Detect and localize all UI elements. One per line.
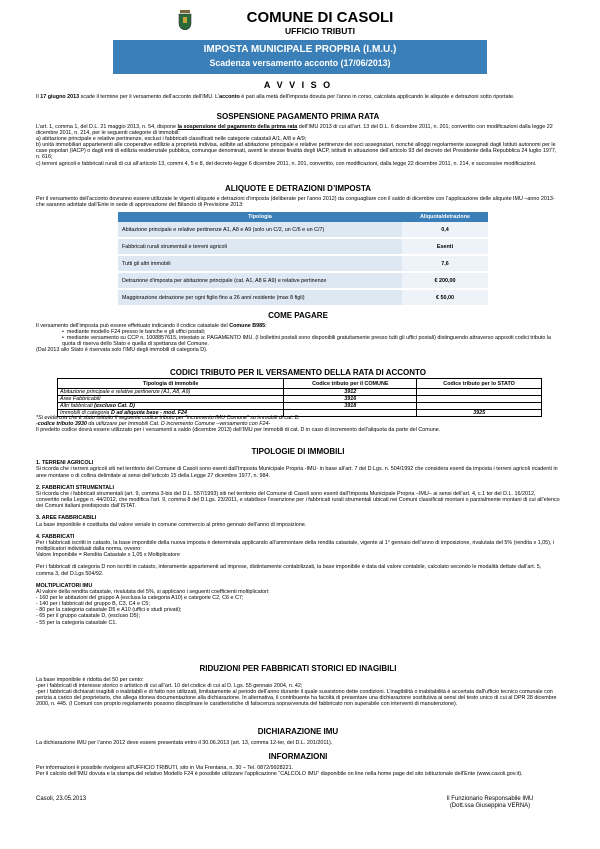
strumentali-text: Si ricorda che i fabbricati strumentali (art. 9, comma 3-bis del D.L. 557/1993) siti nel territorio del Comune di Casoli sono esenti dall’Imposta Municipale Propria –IMU– ai sensi dell’art. 4, c.1 ter del D.L. 16/2012, convertito nella Legge n. 44/2012, che modifica l’art. 9, comma 8 del D.Lgs. 23/2011, e stabilisce l’esenzione per i fabbricati rurali strumentali ubicati nei Comuni classificati montani o parzialmente montani di cui all’elenco dei Comuni italiani predisposto dall’ISTAT. <box>36 491 560 510</box>
moltiplicatore-item: - 140 per i fabbricati del gruppo B, C3, C4 e C5; <box>36 601 150 608</box>
avviso-section <box>36 80 560 100</box>
moltiplicatore-item: - 160 per le abitazioni del gruppo A (esclusa la categoria A10) e categorie C2, C6 e C7; <box>36 595 244 602</box>
table-row: Maggiorazione detrazione per ogni figlio fino a 26 anni residente (max 8 figli) € 50,00 <box>118 289 488 306</box>
valore-formula: Valore Imponibile = Rendita Catastale x 1,05 x Moltiplicatore <box>36 552 180 559</box>
col-aliquota: Aliquota/detrazione <box>402 212 488 222</box>
informazioni-heading: INFORMAZIONI <box>268 752 328 761</box>
moltiplicatore-item: - 80 per la categoria catastale D5 e A10 (uffici e studi privati); <box>36 607 182 614</box>
aliquote-section <box>36 184 560 208</box>
aree-text: La base imponibile è costituita dal valore venale in comune commercio al primo gennaio dell’anno di imposizione. <box>36 521 307 528</box>
table-row: Immobili di categoria D ad aliquota base - mod. F24 3925 <box>58 410 542 417</box>
dichiarazione-section <box>36 727 560 746</box>
pagare-item-ccp: • mediante versamento su CCP n. 1008857615, intestato a: PAGAMENTO IMU. (I bollettini postali sono disponibili gratuitamente presso tutti gli uffici postali) distinguendo attraverso appositi codici tributo la quota di riserva dello Stato e quella di spettanza del Comune. <box>62 335 552 348</box>
codici-note-1: *Si evidenzia che è stato istituito il seguente codice tributo per “incremento IMU Comune” su immobili di cat. D: <box>36 415 300 421</box>
aliquote-table <box>118 212 488 307</box>
fabbricati-text: Per i fabbricati iscritti in catasto, la base imponibile della nuova imposta è determinata applicando all’ammontare della rendita catastale, vigente al 1° gennaio dell’anno di imposizione, rivalutata del 5% (rendita x 1,05), i moltiplicatori individuati dalla norma, ovvero: <box>36 540 555 553</box>
sospensione-section <box>36 112 560 167</box>
aliquote-heading: ALIQUOTE E DETRAZIONI D’IMPOSTA <box>224 184 372 193</box>
storici-item: -per i fabbricati di interesse storico o artistico di cui all’art. 10 del codice di cui al D. Lgs. 55 gennaio 2004, n. 42; <box>36 683 303 690</box>
tipologie-section <box>36 447 560 626</box>
sospensione-item-a: a) abitazione principale e relative pertinenze, esclusi i fabbricati classificati nelle categorie catastali A/1, A/8 e A/9; <box>36 136 307 143</box>
tax-banner <box>113 40 487 74</box>
moltiplicatore-item: - 65 per il gruppo catastale D, (escluso D5); <box>36 613 140 620</box>
storici-section <box>36 664 560 707</box>
inagibili-item: -per i fabbricati dichiarati inagibili o inabitabili e di fatto non utilizzati, limitatamente al periodo dell’anno durante il quale sussistono dette condizioni. L’inagibilità o inabitabilità è accertata dall’ufficio tecnico comunale con perizia a carico del proprietario, che allega idonea documentazione alla dichiarazione. In alternativa, il contribuente ha facoltà di presentare una dichiarazione sostitutiva ai sensi del testo unico di cui al DPR 28 dicembre 2000, n. 445. (I Comuni con proprio regolamento possono disciplinare le caratteristiche di fatiscenza sopravvenuta del fabbricato non superabile con interventi di manutenzione). <box>36 689 557 708</box>
signature-block <box>410 796 570 810</box>
col-tipologia: Tipologia <box>118 212 402 222</box>
table-row: Tutti gli altri immobili 7,6 <box>118 255 488 272</box>
storici-heading: RIDUZIONI PER FABBRICATI STORICI ED INAGIBILI <box>199 664 397 673</box>
codici-heading: CODICI TRIBUTO PER IL VERSAMENTO DELLA RATA DI ACCONTO <box>169 368 426 377</box>
informazioni-line-2: Per il calcolo dell’IMU dovuta e la stampa del relativo Modello F24 è possibile utilizzare l’applicazione “CALCOLO IMU” disponibile on line nella home page del sito istituzionale dell’Ente (www.casoli.gov.it). <box>36 771 523 778</box>
codici-note-3: Il predetto codice dovrà essere utilizzato per i versamenti a saldo (dicembre 2013) dell’IMU per immobili di cat. D in caso di incremento dell’aliquota da parte del Comune. <box>36 427 441 434</box>
avviso-heading: A V V I S O <box>263 80 333 90</box>
table-row: Abitazione principale e relative pertinenze (A1, A8, A9) 3912 <box>58 389 542 396</box>
sospensione-item-c: c) terreni agricoli e fabbricati rurali di cui all’articolo 13, commi 4, 5 e 8, del decreto-legge 6 dicembre 2011, n. 201, convertito, con modificazioni, dalla legge 22 dicembre 2011, n. 214, e successive modificazioni. <box>36 160 537 167</box>
informazioni-section <box>36 752 560 777</box>
moltiplicatore-item: - 55 per la categoria catastale C1. <box>36 619 117 626</box>
terreni-text: Si ricorda che i terreni agricoli siti nel territorio del Comune di Casoli sono esenti dall’Imposta Municipale Propria -IMU- in base all’art. 7 del D.Lgs. n. 504/1992 che considera esenti da imposta i terreni agricoli ricadenti in aree montane o di collina delimitate ai sensi dell’articolo 15 della Legge 27 dicembre 1977, n. 984. <box>36 466 558 479</box>
pagare-heading: COME PAGARE <box>268 311 328 320</box>
aliquote-text: Per il versamento dell’acconto dovranno essere utilizzate le vigenti aliquote e detrazioni d’imposta (deliberate per l’anno 2012) da conguagliare con il saldo di dicembre con l’applicazione delle aliquote IMU –anno 2013- che saranno adottate dall’Ente in sede di approvazione del Bilancio di Previsione 2013: <box>36 196 555 209</box>
codici-table: Tipologia di immobile Codice tributo per il COMUNE Codice tributo per lo STATO Abitazione principale e relative pertinenze (A1, A8, A9) 3912 Aree Fabbricabili 3916 Altri fabbricati (escluso Cat. D) 3918 Immobili di categoria D ad aliquota base - mod. F24 3925 <box>57 378 542 417</box>
fabbricati-d-text: Per i fabbricati di categoria D non iscritti in catasto, interamente appartenenti ad imprese, distintamente contabilizzati, la base imponibile è data dal valore contabile, calcolato secondo le modalità dettate dall’art. 5, comma 3, del D.Lgs 504/92. <box>36 564 542 577</box>
table-row: Detrazione d’imposta per abitazione principale (cat. A1, A8 E A9) e relative pertinenze € 200,00 <box>118 272 488 289</box>
strumentali-heading: 2. FABBRICATI STRUMENTALI <box>36 484 114 491</box>
pagare-note: (Dal 2013 allo Stato è riservata solo l’IMU degli immobili di categoria D). <box>36 347 208 354</box>
tipologie-heading: TIPOLOGIE DI IMMOBILI <box>251 447 345 456</box>
sospensione-heading: SOSPENSIONE PAGAMENTO PRIMA RATA <box>216 112 380 121</box>
table-row: Altri fabbricati (escluso Cat. D) 3918 <box>58 403 542 410</box>
storici-intro: La base imponibile è ridotta del 50 per cento: <box>36 677 144 683</box>
pagare-intro: Il versamento dell’imposta può essere effettuato indicando il codice catastale del Comune B985: <box>36 323 267 329</box>
table-row: Fabbricati rurali strumentali e terreni agricoli Esenti <box>118 238 488 255</box>
table-row: Aree Fabbricabili 3916 <box>58 396 542 403</box>
informazioni-line-1: Per informazioni è possibile rivolgersi all’UFFICIO TRIBUTI, sito in Via Frentana, n. 30 – Tel. 0872/9928221. <box>36 765 294 771</box>
banner-deadline: Scadenza versamento acconto (17/06/2013) <box>209 58 391 68</box>
aree-heading: 3. AREE FABBRICABILI <box>36 515 97 522</box>
moltiplicatori-intro: Al valore della rendita catastale, rivalutata del 5%, si applicano i seguenti coefficienti moltiplicatori: <box>36 589 270 596</box>
banner-title: IMPOSTA MUNICIPALE PROPRIA (I.M.U.) <box>203 44 397 55</box>
coat-of-arms-icon <box>178 10 192 30</box>
codici-note-2: -codice tributo 3930 da utilizzare per Immobili Cat. D incremento Comune –versamento con F24- <box>36 421 271 428</box>
municipality-title: COMUNE DI CASOLI <box>246 9 394 26</box>
sospensione-intro: L’art. 1, comma 1, del D.L. 21 maggio 2013, n. 54, dispone la sospensione del pagamento della prima rata dell’IMU 2013 di cui all’art. 13 del D.L. 6 dicembre 2011, n. 201, convertito con modificazioni dalla legge 22 dicembre 2011, n. 214, per le seguenti categorie di immobili: <box>36 124 553 137</box>
codici-section <box>36 368 560 378</box>
place-date: Casoli, 23.05.2013 <box>36 796 87 802</box>
avviso-text: Il 17 giugno 2013 scade il termine per il versamento dell’acconto dell’IMU. L’acconto è pari alla metà dell’imposta dovuta per l’anno in corso, calcolata applicando le aliquote e detrazioni sotto riportate. <box>36 94 515 100</box>
moltiplicatori-heading: MOLTIPLICATORI IMU <box>36 582 93 589</box>
pagare-section <box>36 311 560 353</box>
signer-name: (Dott.ssa Giuseppina VERNA) <box>449 803 531 809</box>
pagare-item-f24: • mediante modello F24 presso le banche e gli uffici postali; <box>62 329 206 336</box>
sospensione-item-b: b) unità immobiliari appartenenti alle cooperative edilizie a proprietà indivisa, adibite ad abitazione principale e relative pertinenze dei soci assegnatari, nonché alloggi regolarmente assegnati dagli Istituti autonomi per le case popolari (IACP) o dagli enti di edilizia residenziale pubblica, comunque denominati, aventi le stesse finalità degli IACP, istituiti in attuazione dell’articolo 93 del decreto del Presidente della Repubblica 24 luglio 1977, n. 616; <box>36 142 557 161</box>
signer-role: Il Funzionario Responsabile IMU <box>446 796 534 802</box>
dichiarazione-text: La dichiarazione IMU per l’anno 2012 deve essere presentata entro il 30.06.2013 (art. 13, comma 12-ter, del D.L. 201/2011). <box>36 740 333 746</box>
codici-notes <box>36 415 560 433</box>
office-subtitle: UFFICIO TRIBUTI <box>285 26 355 36</box>
dichiarazione-heading: DICHIARAZIONE IMU <box>257 727 339 736</box>
table-row: Abitazione principale e relative pertinenze A1, A8 e A9 (solo un C/2, un C/6 e un C/7) 0,4 <box>118 222 488 238</box>
terreni-heading: 1. TERRENI AGRICOLI <box>36 460 94 466</box>
fabbricati-heading: 4. FABBRICATI <box>36 533 75 540</box>
